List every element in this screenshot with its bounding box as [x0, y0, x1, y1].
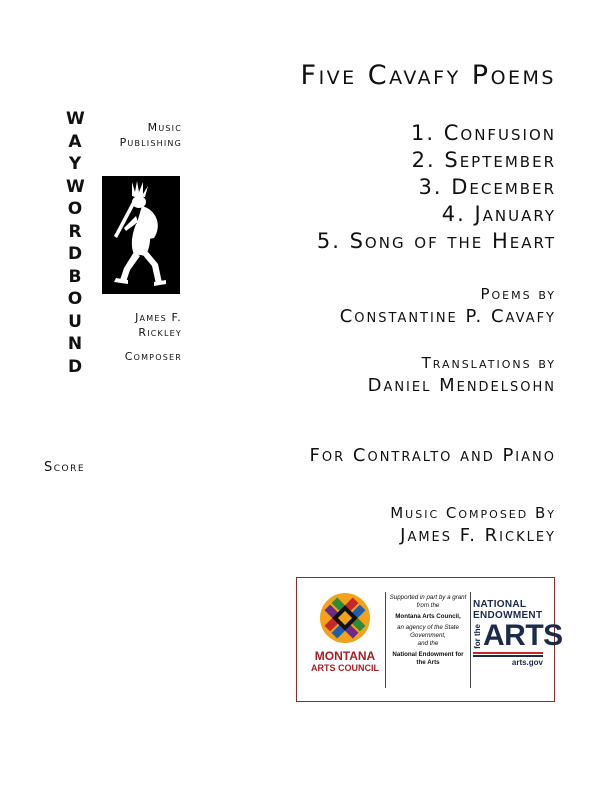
publisher-composer-line2: Rickley	[138, 326, 182, 339]
kokopelli-icon	[102, 176, 180, 294]
vertical-letter: D	[67, 244, 83, 264]
mac-sub: ARTS COUNCIL	[311, 663, 379, 673]
translator-name: Daniel Mendelsohn	[367, 375, 556, 396]
support-line: Montana Arts Council,	[395, 613, 461, 620]
grant-divider-right	[470, 592, 471, 688]
composer-name: James F. Rickley	[400, 525, 556, 546]
support-line: Government,	[410, 632, 446, 639]
nea-arts-row	[473, 619, 563, 652]
publisher-line2: Publishing	[119, 136, 182, 149]
grant-divider-left	[385, 592, 386, 688]
nea-logo	[473, 599, 563, 667]
nea-blue-line	[473, 655, 543, 657]
nea-forthe: for the	[473, 624, 482, 649]
score-label: Score	[44, 460, 86, 475]
vertical-letter: O	[67, 199, 83, 219]
wayword-bound-vertical	[66, 108, 84, 378]
vertical-letter: R	[68, 221, 82, 242]
support-line: the Arts	[416, 659, 440, 666]
poem-item: 5. Song of the Heart	[316, 229, 556, 253]
vertical-letter: Y	[68, 154, 82, 174]
publisher-composer	[135, 310, 182, 340]
poet-name: Constantine P. Cavafy	[339, 306, 556, 327]
publisher-composer-line1: James F.	[135, 311, 182, 324]
publisher-line1: Music	[147, 121, 182, 134]
kokopelli-logo	[102, 176, 180, 294]
montana-arts-council-logo	[305, 592, 385, 673]
vertical-letter: O	[67, 289, 83, 309]
grant-acknowledgement	[296, 577, 563, 702]
poem-item: 3. December	[418, 175, 556, 199]
grant-support-text	[388, 594, 468, 667]
vertical-letter: D	[67, 356, 83, 377]
support-line: and the	[417, 640, 439, 647]
score-title: Five Cavafy Poems	[300, 60, 556, 91]
support-line: an agency of the State	[397, 624, 459, 631]
nea-red-line	[473, 652, 543, 654]
poem-list	[317, 120, 556, 255]
instrumentation-block	[310, 444, 556, 468]
nea-url: arts.gov	[511, 658, 543, 667]
poem-item: 4. January	[441, 202, 556, 226]
support-line: National Endowment for	[392, 651, 464, 658]
mac-name: MONTANA	[314, 649, 376, 663]
poems-by-block	[340, 283, 556, 329]
nea-arts: ARTS	[483, 619, 563, 652]
vertical-letter: U	[68, 311, 82, 332]
vertical-letter: W	[66, 109, 85, 129]
publisher-name	[120, 120, 182, 150]
translations-label: Translations by	[421, 354, 556, 372]
poems-by-label: Poems by	[480, 285, 556, 303]
vertical-letter: A	[68, 131, 82, 152]
montana-knot-icon	[319, 592, 371, 644]
vertical-letter: B	[68, 266, 82, 287]
vertical-letter: N	[67, 334, 83, 354]
translations-block	[368, 352, 556, 398]
instrumentation: For Contralto and Piano	[309, 445, 556, 466]
nea-line2: ENDOWMENT	[473, 609, 543, 621]
vertical-letter: W	[66, 176, 85, 197]
poem-item: 1. Confusion	[411, 121, 556, 145]
support-line: from the	[416, 602, 440, 609]
composer-block-main	[390, 502, 556, 548]
support-line: Supported in part by a grant	[389, 594, 467, 601]
music-composed-label: Music Composed By	[390, 504, 556, 522]
publisher-composer-label: Composer	[124, 350, 182, 363]
nea-line1: NATIONAL	[473, 599, 527, 610]
poem-item: 2. September	[411, 148, 556, 172]
